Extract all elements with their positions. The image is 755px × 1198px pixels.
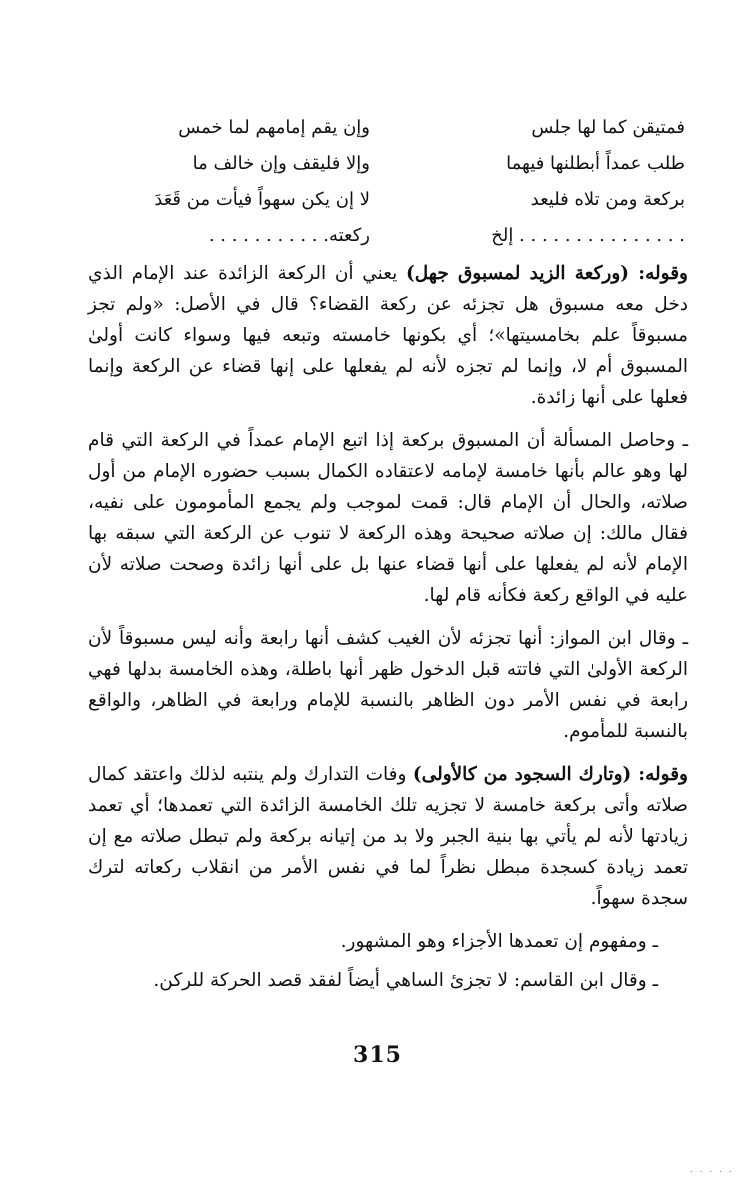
verse-first-hemistich: وإلا فليقف وإن خالف ما: [192, 153, 370, 174]
verse-line: [100, 146, 685, 182]
paragraph: [88, 425, 688, 611]
scan-speck-decoration: . . . . .: [690, 1165, 734, 1175]
verse-first-hemistich: ركعته. . . . . . . . . . .: [208, 225, 370, 246]
paragraph-lead: وقوله: (وركعة الزيد لمسبوق جهل): [406, 263, 688, 284]
paragraph: [88, 623, 688, 747]
verse-line: [100, 218, 685, 254]
verse-line: [100, 182, 685, 218]
paragraph: [88, 759, 688, 914]
bullet-line: ـ ومفهوم إن تعمدها الأجزاء وهو المشهور.: [340, 931, 658, 952]
verse-second-hemistich: فمتيقن كما لها جلس: [531, 117, 685, 138]
verse-second-hemistich: بركعة ومن تلاه فليعد: [530, 189, 685, 210]
poem-block: [100, 110, 685, 254]
verse-second-hemistich: طلب عمداً أبطلنها فيهما: [506, 153, 685, 174]
paragraph-text: يعني أن الركعة الزائدة عند الإمام الذي دخل معه مسبوق هل تجزئه عن ركعة القضاء؟ قال في الأصل: «ولم تجز مسبوقاً علم بخامسيتها»؛ أي بكونها خامسته وتبعه فيها وسواء كانت أولىٰ المسبوق أم لا، وإنما لم تجزه لأنه لم يفعلها على إنها قضاء عن الركعة وإنما فعلها على أنها زائدة.: [88, 263, 688, 408]
page-number: 315: [353, 1042, 402, 1068]
paragraph: [88, 258, 688, 413]
verse-line: [100, 110, 685, 146]
bullet-line: ـ وقال ابن القاسم: لا تجزئ الساهي أيضاً لفقد قصد الحركة للركن.: [153, 970, 658, 991]
paragraph-text: ـ وقال ابن المواز: أنها تجزئه لأن الغيب كشف أنها رابعة وأنه ليس مسبوقاً لأن الركعة الأولىٰ التي فاتته قبل الدخول ظهر أنها باطلة، وهذه الخامسة بدلها فهي رابعة في نفس الأمر دون الظاهر بالنسبة للإمام ورابعة في الظاهر، والواقع بالنسبة للمأموم.: [88, 628, 688, 742]
verse-first-hemistich: لا إن يكن سهواً فيأت من قَعَدَ: [154, 189, 370, 210]
paragraph-text: ـ وحاصل المسألة أن المسبوق بركعة إذا اتبع الإمام عمداً في الركعة التي قام لها وهو عالم بأنها خامسة لإمامه لاعتقاده الكمال بسبب حضوره الإمام من أول صلاته، والحال أن الإمام قال: قمت لموجب ولم يجمع المأمومون على نفيه، فقال مالك: إن صلاته صحيحة وهذه الركعة لا تنوب عن الركعة التي سبقه بها الإمام لأنه لم يفعلها على أنها قضاء عنها بل على أنها زائدة وصحت صلاته لأن عليه في الواقع ركعة فكأنه قام لها.: [88, 430, 688, 606]
verse-second-hemistich: . . . . . . . . . . . . . . . إلخ: [491, 225, 685, 246]
paragraph-lead: وقوله: (وتارك السجود من كالأولى): [412, 764, 688, 785]
verse-first-hemistich: وإن يقم إمامهم لما خمس: [178, 117, 370, 138]
paragraph-text: وفات التدارك ولم ينتبه لذلك واعتقد كمال صلاته وأتى بركعة خامسة لا تجزيه تلك الخامسة الزائدة التي تعمدها؛ أي تعمد زيادتها لأنه لم يأتي بها بنية الجبر ولا بد من إتيانه بركعة ولم تبطل صلاته مع إن تعمد زيادة كسجدة مبطل نظراً لما في نفس الأمر من انقلاب ركعاته لترك سجدة سهواً.: [88, 764, 688, 909]
commentary-body: [88, 258, 688, 1004]
